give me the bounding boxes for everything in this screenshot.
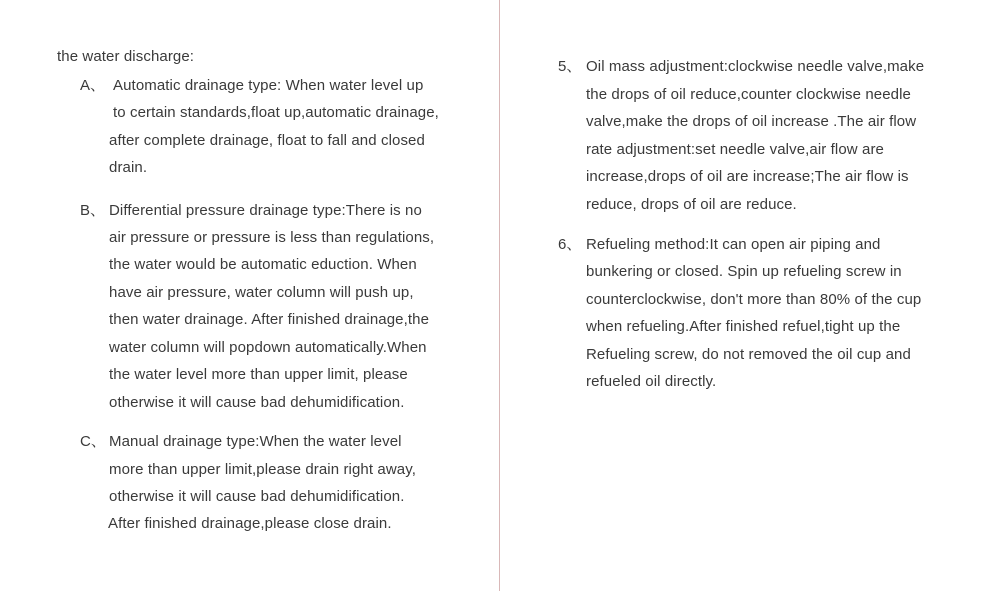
item-5-marker: 5、 bbox=[558, 58, 582, 75]
column-divider bbox=[499, 0, 500, 591]
item-a-line: to certain standards,float up,automatic drainage, bbox=[113, 104, 439, 121]
item-6-marker: 6、 bbox=[558, 236, 582, 253]
item-a-marker: A、 bbox=[80, 77, 106, 94]
item-b-line: the water would be automatic eduction. When bbox=[109, 256, 417, 273]
item-6-line: Refueling method:It can open air piping and bbox=[586, 236, 881, 253]
item-c-marker: C、 bbox=[80, 433, 106, 450]
item-5-line: increase,drops of oil are increase;The air flow is bbox=[586, 168, 909, 185]
item-b-marker: B、 bbox=[80, 202, 106, 219]
item-c-line: Manual drainage type:When the water level bbox=[109, 433, 402, 450]
item-6-line: bunkering or closed. Spin up refueling screw in bbox=[586, 263, 902, 280]
item-b-line: air pressure or pressure is less than regulations, bbox=[109, 229, 435, 246]
item-c-line: After finished drainage,please close drain. bbox=[108, 515, 392, 532]
item-b-line: water column will popdown automatically.When bbox=[109, 339, 427, 356]
item-a-line: Automatic drainage type: When water level up bbox=[113, 77, 424, 94]
item-5-line: Oil mass adjustment:clockwise needle valve,make bbox=[586, 58, 925, 75]
intro-text: the water discharge: bbox=[57, 48, 195, 65]
item-a-line: drain. bbox=[109, 159, 148, 176]
item-6-line: Refueling screw, do not removed the oil cup and bbox=[586, 346, 911, 363]
item-5-line: reduce, drops of oil are reduce. bbox=[586, 196, 797, 213]
item-b-line: then water drainage. After finished drainage,the bbox=[109, 311, 430, 328]
item-5-line: valve,make the drops of oil increase .The air flow bbox=[586, 113, 917, 130]
item-6-line: when refueling.After finished refuel,tight up the bbox=[586, 318, 901, 335]
item-5-line: rate adjustment:set needle valve,air flow are bbox=[586, 141, 884, 158]
item-a-line: after complete drainage, float to fall and closed bbox=[109, 132, 425, 149]
item-b-line: the water level more than upper limit, please bbox=[109, 366, 408, 383]
item-c-line: more than upper limit,please drain right away, bbox=[109, 461, 416, 478]
item-b-line: have air pressure, water column will push up, bbox=[109, 284, 414, 301]
item-6-line: refueled oil directly. bbox=[586, 373, 717, 390]
item-c-line: otherwise it will cause bad dehumidification. bbox=[109, 488, 405, 505]
item-6-line: counterclockwise, don't more than 80% of the cup bbox=[586, 291, 922, 308]
item-5-line: the drops of oil reduce,counter clockwise needle bbox=[586, 86, 911, 103]
item-b-line: otherwise it will cause bad dehumidification. bbox=[109, 394, 405, 411]
item-b-line: Differential pressure drainage type:There is no bbox=[109, 202, 422, 219]
